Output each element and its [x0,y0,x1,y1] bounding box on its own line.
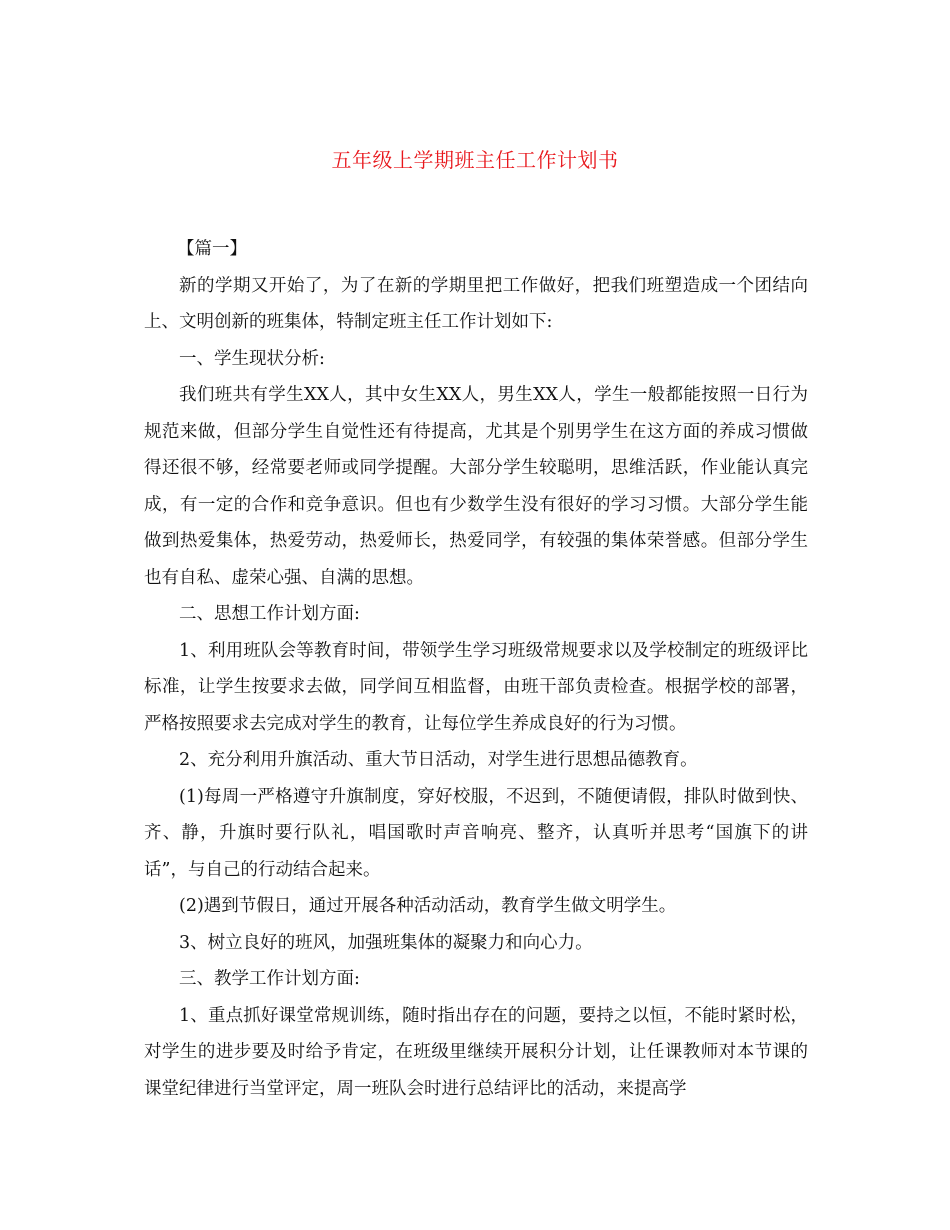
section-heading-1: 一、学生现状分析: [179,348,325,369]
thought-item-3: 3、树立良好的班风，加强班集体的凝聚力和向心力。 [179,932,593,953]
section-heading-2: 二、思想工作计划方面: [179,604,360,624]
thought-subitem-1: (1)每周一严格遵守升旗制度，穿好校服，不迟到，不随便请假，排队时做到快、齐、静，升旗时要行队礼，唱国歌时声音响亮、整齐，认真听并思考“国旗下的讲话”，与自己的行动结合起来。 [144,786,808,880]
thought-item-1: 1、利用班队会等教育时间，带领学生学习班级常规要求以及学校制定的班级评比标准，让学生按要求去做，同学间互相监督，由班干部负责检查。根据学校的部署，严格按照要求去完成对学生的教育，让每位学生养成良好的行为习惯。 [144,640,808,734]
student-analysis-paragraph: 我们班共有学生XX人，其中女生XX人，男生XX人，学生一般都能按照一日行为规范来做，但部分学生自觉性还有待提高，尤其是个别男学生在这方面的养成习惯做得还很不够，经常要老师或同学提醒。大部分学生较聪明，思维活跃，作业能认真完成，有一定的合作和竞争意识。但也有少数学生没有很好的学习习惯。大部分学生能做到热爱集体，热爱劳动，热爱师长，热爱同学，有较强的集体荣誉感。但部分学生也有自私、虚荣心强、自满的思想。 [144,385,808,588]
thought-item-2: 2、充分利用升旗活动、重大节日活动，对学生进行思想品德教育。 [179,750,698,770]
teaching-item-1: 1、重点抓好课堂常规训练，随时指出存在的问题，要持之以恒，不能时紧时松，对学生的进步要及时给予肯定，在班级里继续开展积分计划，让任课教师对本节课的课堂纪律进行当堂评定，周一班队会时进行总结评比的活动，来提高学 [144,1005,808,1099]
section-tag: 【篇一】 [177,239,247,259]
document-title: 五年级上学期班主任工作计划书 [331,148,619,172]
section-heading-3: 三、教学工作计划方面: [179,969,360,989]
intro-paragraph: 新的学期又开始了，为了在新的学期里把工作做好，把我们班塑造成一个团结向上、文明创新的班集体，特制定班主任工作计划如下: [144,275,808,332]
thought-subitem-2: (2)遇到节假日，通过开展各种活动活动，教育学生做文明学生。 [179,896,677,916]
document-body [144,231,808,1107]
